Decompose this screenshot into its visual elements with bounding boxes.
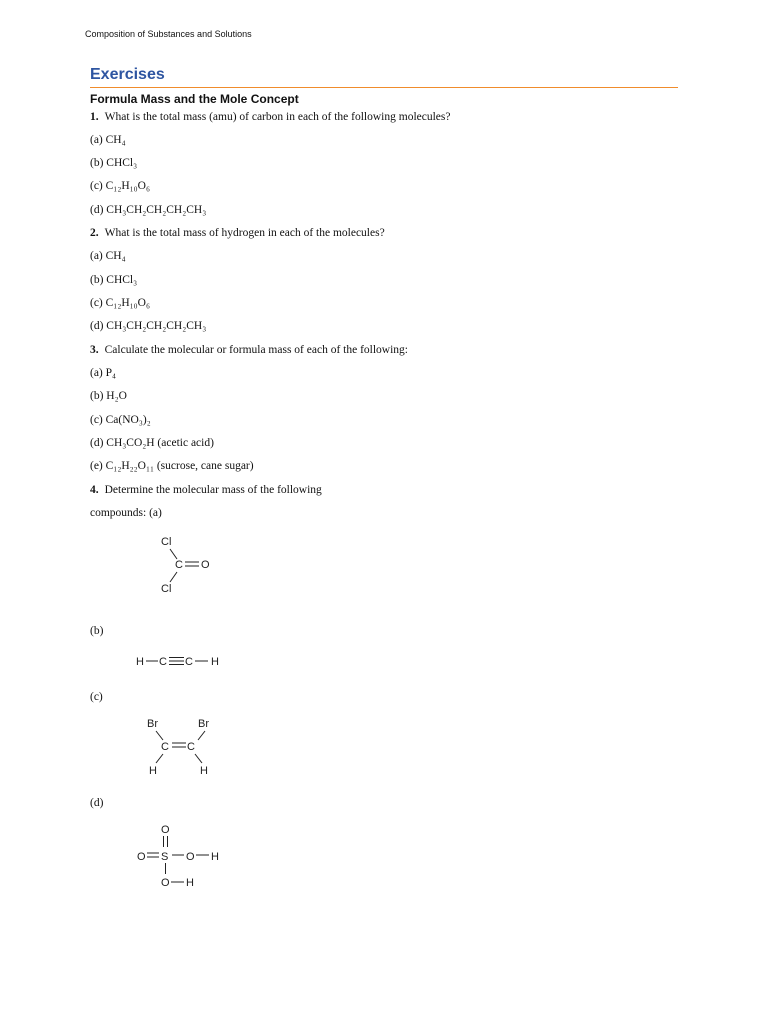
atom-label: Cl xyxy=(161,583,172,595)
running-header: Composition of Substances and Solutions xyxy=(85,29,252,39)
question-3 xyxy=(90,344,408,356)
atom-label: C xyxy=(161,741,169,753)
structure-label: (d) xyxy=(90,797,104,809)
question-text: What is the total mass (amu) of carbon in each of the following molecules? xyxy=(104,111,451,123)
answer-option: (a) CH₄ xyxy=(90,250,126,262)
bond-line xyxy=(195,754,202,763)
atom-label: Cl xyxy=(161,536,172,548)
question-text: Determine the molecular mass of the following xyxy=(104,484,322,496)
atom-label: H xyxy=(136,656,144,668)
atom-label: O xyxy=(161,877,170,889)
bond-line xyxy=(170,572,177,582)
bond-line xyxy=(198,731,205,740)
bond-line xyxy=(156,754,163,763)
answer-option: (b) CHCl₃ xyxy=(90,274,138,286)
answer-option: (a) CH₄ xyxy=(90,134,126,146)
atom-label: S xyxy=(161,851,169,863)
answer-option: (d) CH₃CH₂CH₂CH₂CH₃ xyxy=(90,204,207,216)
question-text: Calculate the molecular or formula mass of each of the following: xyxy=(104,344,408,356)
question-text: What is the total mass of hydrogen in each of the molecules? xyxy=(104,227,385,239)
structure-b xyxy=(134,652,234,675)
atom-label: O xyxy=(137,851,146,863)
atom-label: Br xyxy=(147,718,158,730)
answer-option: (c) C₁₂H₁₀O₆ xyxy=(90,180,150,192)
subheading: Formula Mass and the Mole Concept xyxy=(90,92,299,106)
question-number: 4. xyxy=(90,484,99,496)
question-2 xyxy=(90,227,385,239)
structure-label: (b) xyxy=(90,625,104,637)
structure-c xyxy=(144,715,224,786)
question-1 xyxy=(90,111,450,123)
atom-label: C xyxy=(187,741,195,753)
atom-label: O xyxy=(161,824,170,836)
structure-b-diagram xyxy=(134,652,234,670)
answer-option: (d) CH₃CH₂CH₂CH₂CH₃ xyxy=(90,320,207,332)
structure-d xyxy=(134,820,234,897)
atom-label: H xyxy=(211,851,219,863)
section-divider xyxy=(90,87,678,88)
atom-label: H xyxy=(211,656,219,668)
atom-label: O xyxy=(186,851,195,863)
question-number: 2. xyxy=(90,227,99,239)
structure-a xyxy=(150,534,220,603)
structure-d-diagram xyxy=(134,820,234,892)
structure-label: (c) xyxy=(90,691,103,703)
atom-label: H xyxy=(186,877,194,889)
answer-option: (b) CHCl₃ xyxy=(90,157,138,169)
structure-c-diagram xyxy=(144,715,224,781)
atom-label: C xyxy=(159,656,167,668)
atom-label: H xyxy=(149,765,157,777)
question-text-continued: compounds: (a) xyxy=(90,507,162,519)
answer-option: (a) P₄ xyxy=(90,367,117,379)
section-title: Exercises xyxy=(90,66,165,83)
answer-option: (d) CH₃CO₂H (acetic acid) xyxy=(90,437,214,449)
atom-label: Br xyxy=(198,718,209,730)
atom-label: H xyxy=(200,765,208,777)
atom-label: C xyxy=(185,656,193,668)
atom-label: C xyxy=(175,559,183,571)
question-number: 1. xyxy=(90,111,99,123)
structure-a-diagram xyxy=(150,534,220,598)
question-4 xyxy=(90,484,322,496)
answer-option: (b) H₂O xyxy=(90,390,127,402)
answer-option: (e) C₁₂H₂₂O₁₁ (sucrose, cane sugar) xyxy=(90,460,254,472)
bond-line xyxy=(156,731,163,740)
bond-line xyxy=(170,549,177,559)
question-number: 3. xyxy=(90,344,99,356)
atom-label: O xyxy=(201,559,210,571)
answer-option: (c) Ca(NO₃)₂ xyxy=(90,414,151,426)
answer-option: (c) C₁₂H₁₀O₆ xyxy=(90,297,150,309)
